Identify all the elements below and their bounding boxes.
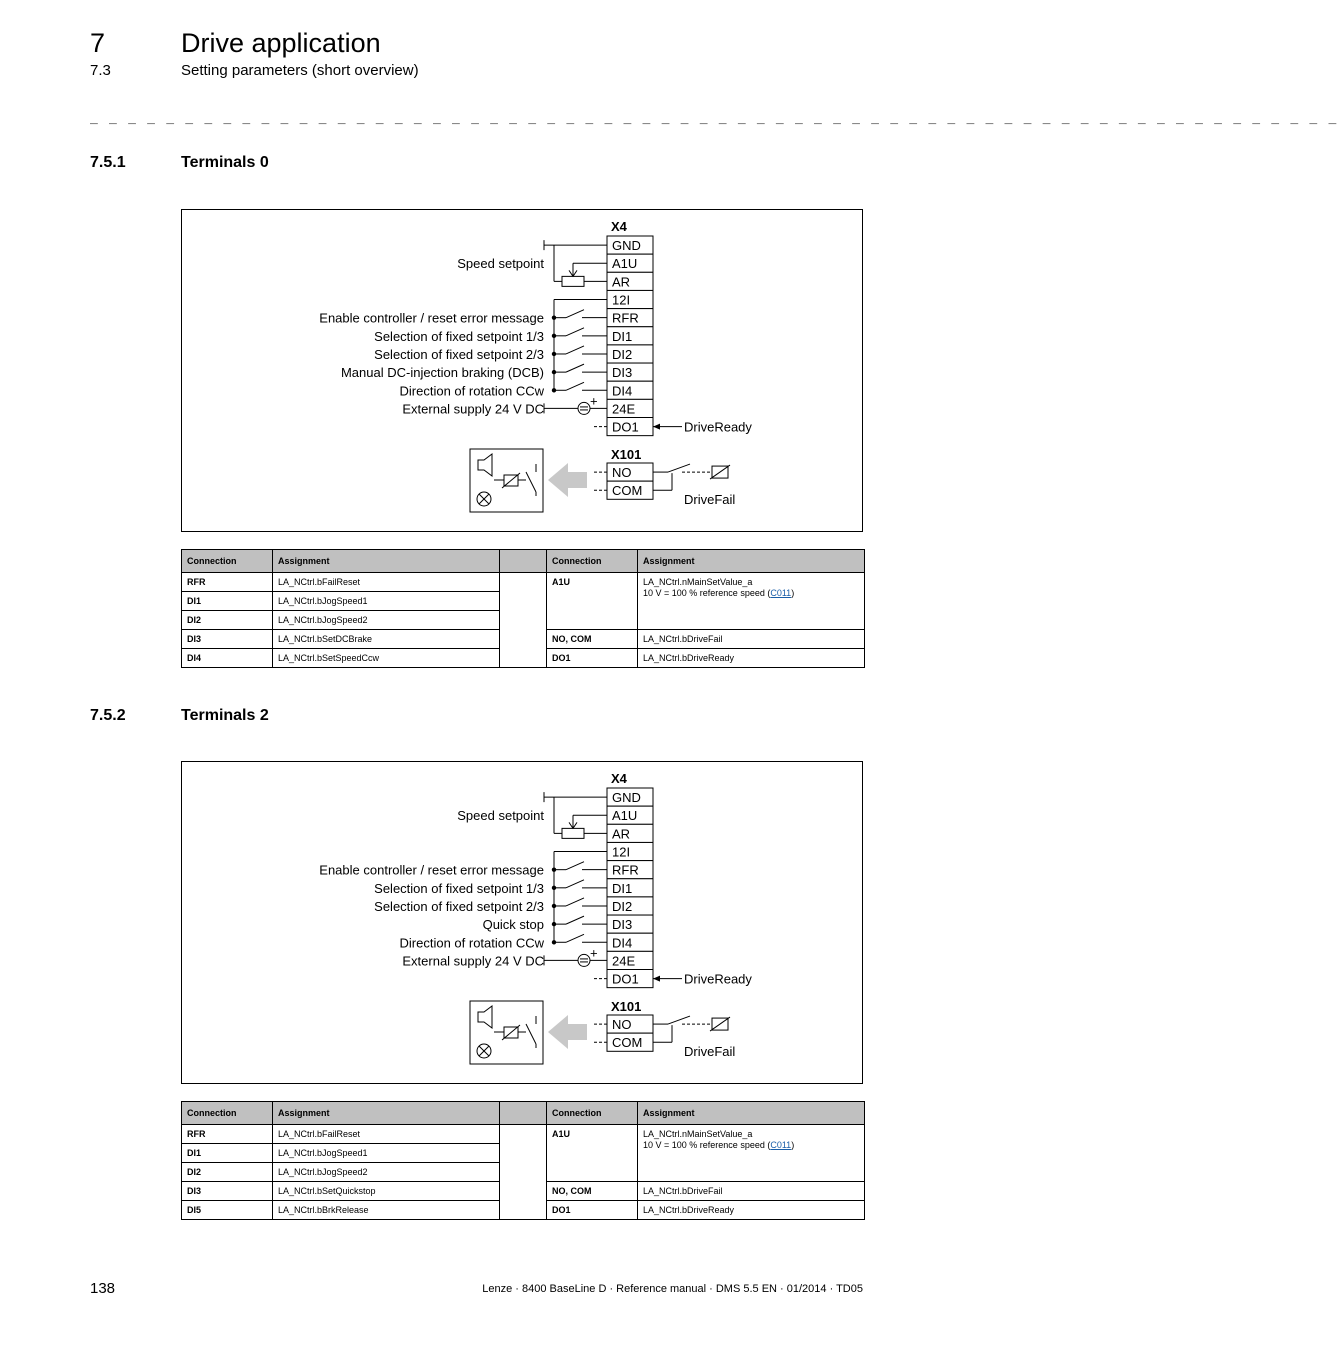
wire xyxy=(668,1016,690,1024)
column-header: Connection xyxy=(182,1102,273,1125)
terminal xyxy=(607,933,653,951)
terminal-label: AR xyxy=(612,826,631,842)
drive-fail-label: DriveFail xyxy=(684,492,736,508)
terminal-label: AR xyxy=(612,274,631,290)
column-header: Connection xyxy=(182,550,273,573)
page-number: 138 xyxy=(90,1280,116,1297)
terminal-label: RFR xyxy=(612,310,639,326)
table-row xyxy=(182,1125,865,1144)
terminal xyxy=(607,915,653,933)
terminal-label: DO1 xyxy=(612,971,639,987)
arrow-icon xyxy=(653,976,660,982)
note-text: 10 V = 100 % reference speed ( xyxy=(643,588,771,598)
wire xyxy=(566,862,584,870)
wire xyxy=(566,328,584,336)
signal-arrow-icon xyxy=(548,463,587,497)
connection-cell: RFR xyxy=(182,1125,273,1144)
footer-text: Lenze · 8400 BaseLine D · Reference manual · DMS 5.5 EN · 01/2014 · TD05 xyxy=(482,1283,863,1295)
terminal-label: DI1 xyxy=(612,328,633,344)
terminal-label: DI2 xyxy=(612,346,633,362)
input-label: Quick stop xyxy=(482,917,544,933)
subsection-number: 7.5.1 xyxy=(90,154,126,171)
input-label: Direction of rotation CCw xyxy=(399,935,544,951)
assignment-cell: LA_NCtrl.bBrkRelease xyxy=(273,1201,500,1220)
assignment-cell: LA_NCtrl.bDriveFail xyxy=(638,630,865,649)
terminal-label: A1U xyxy=(612,256,638,272)
spacer-cell xyxy=(500,573,547,668)
terminal-label: DI1 xyxy=(612,880,633,896)
drive-fail-label: DriveFail xyxy=(684,1044,736,1060)
terminal-label: DI3 xyxy=(612,917,633,933)
signal-arrow-icon xyxy=(548,1015,587,1049)
relay-terminal xyxy=(594,1033,653,1051)
terminal xyxy=(607,345,653,363)
switch-input xyxy=(374,346,607,362)
terminal-label: NO xyxy=(612,465,632,481)
input-label: Selection of fixed setpoint 2/3 xyxy=(374,898,544,914)
terminal xyxy=(607,272,653,290)
assignment-note xyxy=(643,588,859,599)
terminal xyxy=(607,363,653,381)
wire xyxy=(566,898,584,906)
parameter-link[interactable]: C011 xyxy=(770,588,792,598)
input-label: Enable controller / reset error message xyxy=(319,862,544,878)
terminal xyxy=(607,236,653,254)
section-number: 7.3 xyxy=(90,62,111,79)
terminal-diagram xyxy=(181,761,863,1084)
wire xyxy=(566,310,584,318)
terminal xyxy=(607,418,653,436)
plus-sign-icon: + xyxy=(590,945,598,961)
drive-ready-label: DriveReady xyxy=(684,971,752,987)
terminal-label: NO xyxy=(612,1017,632,1033)
connection-cell: DI2 xyxy=(182,611,273,630)
terminal-label: DI2 xyxy=(612,898,633,914)
column-header xyxy=(500,1102,547,1125)
terminal-diagram xyxy=(181,209,863,532)
speed-setpoint-label: Speed setpoint xyxy=(457,808,544,823)
drive-ready-label: DriveReady xyxy=(684,419,752,435)
switch-input xyxy=(319,862,607,878)
connection-cell: DI3 xyxy=(182,630,273,649)
switch-input xyxy=(319,310,607,326)
terminal-label: GND xyxy=(612,238,641,254)
input-label: Direction of rotation CCw xyxy=(399,383,544,399)
assignment-cell: LA_NCtrl.bSetDCBrake xyxy=(273,630,500,649)
wiring-svg xyxy=(182,762,862,1083)
connection-cell: NO, COM xyxy=(547,630,638,649)
terminal-label: A1U xyxy=(612,808,638,824)
terminal xyxy=(607,290,653,308)
assignment-cell: LA_NCtrl.bJogSpeed1 xyxy=(273,1144,500,1163)
terminal xyxy=(607,309,653,327)
terminal xyxy=(607,381,653,399)
note-text: ) xyxy=(791,588,795,598)
spacer-cell xyxy=(500,1125,547,1220)
terminal xyxy=(607,824,653,842)
wire xyxy=(566,382,584,390)
assignment-cell: LA_NCtrl.bFailReset xyxy=(273,573,500,592)
switch-input xyxy=(341,364,607,380)
connector-label: X4 xyxy=(611,771,627,786)
wire xyxy=(668,464,690,472)
switch-input xyxy=(374,880,607,896)
switch-input xyxy=(374,328,607,344)
column-header: Assignment xyxy=(638,1102,865,1125)
arrow-icon xyxy=(653,424,660,430)
assignment-cell: LA_NCtrl.bSetQuickstop xyxy=(273,1182,500,1201)
connector-label: X101 xyxy=(611,447,642,462)
terminal-label: RFR xyxy=(612,862,639,878)
input-label: Selection of fixed setpoint 2/3 xyxy=(374,346,544,362)
connection-cell: DI5 xyxy=(182,1201,273,1220)
assignment-cell: LA_NCtrl.bSetSpeedCcw xyxy=(273,649,500,668)
subsection-title: Terminals 0 xyxy=(181,154,269,171)
terminal xyxy=(607,327,653,345)
potentiometer-icon xyxy=(562,828,584,838)
column-header: Connection xyxy=(547,1102,638,1125)
wire xyxy=(566,916,584,924)
assignment-value: LA_NCtrl.nMainSetValue_a xyxy=(643,1129,753,1139)
assignment-table xyxy=(181,1101,865,1220)
assignment-cell: LA_NCtrl.bDriveReady xyxy=(638,649,865,668)
connection-cell: DO1 xyxy=(547,649,638,668)
terminal xyxy=(607,861,653,879)
terminal xyxy=(607,879,653,897)
supply-label: External supply 24 V DC xyxy=(402,401,544,417)
connection-cell: DI2 xyxy=(182,1163,273,1182)
wire xyxy=(566,880,584,888)
parameter-link[interactable]: C011 xyxy=(770,1140,792,1150)
connection-cell: A1U xyxy=(547,1125,638,1182)
assignment-table xyxy=(181,549,865,668)
terminal xyxy=(607,951,653,969)
switch-input xyxy=(374,898,607,914)
connection-cell: DI1 xyxy=(182,592,273,611)
note-text: 10 V = 100 % reference speed ( xyxy=(643,1140,771,1150)
terminal xyxy=(607,806,653,824)
switch-input xyxy=(400,934,608,950)
subsection-title: Terminals 2 xyxy=(181,707,269,724)
assignment-cell: LA_NCtrl.bJogSpeed1 xyxy=(273,592,500,611)
wiring-svg xyxy=(182,210,862,531)
header-divider: _ _ _ _ _ _ _ _ _ _ _ _ _ _ _ _ _ _ _ _ _ _ _ _ _ _ _ _ _ _ _ _ _ _ _ _ _ _ _ _ _ _ _ _ _ _ _ _ _ _ _ _ _ _ _ _ _ _ _ _ _ _ _ _ _ _ xyxy=(90,110,1338,125)
potentiometer-icon xyxy=(562,276,584,286)
input-label: Manual DC-injection braking (DCB) xyxy=(340,365,544,381)
connection-cell: A1U xyxy=(547,573,638,630)
speed-setpoint-label: Speed setpoint xyxy=(457,256,544,271)
assignment-cell xyxy=(638,573,865,630)
connection-cell: DI1 xyxy=(182,1144,273,1163)
terminal-label: COM xyxy=(612,483,643,499)
wire xyxy=(566,364,584,372)
switch-input xyxy=(400,382,608,398)
assignment-cell: LA_NCtrl.bFailReset xyxy=(273,1125,500,1144)
input-label: Selection of fixed setpoint 1/3 xyxy=(374,328,544,344)
terminal-label: 24E xyxy=(612,953,636,969)
plus-sign-icon: + xyxy=(590,393,598,409)
chapter-title: Drive application xyxy=(181,28,381,58)
column-header: Assignment xyxy=(273,550,500,573)
terminal-label: GND xyxy=(612,790,641,806)
relay-terminal xyxy=(594,1015,653,1033)
chapter-number: 7 xyxy=(90,28,106,58)
assignment-note xyxy=(643,1140,859,1151)
dc-source-icon xyxy=(578,402,590,414)
relay-terminal xyxy=(594,481,653,499)
assignment-value: LA_NCtrl.nMainSetValue_a xyxy=(643,577,753,587)
assignment-cell: LA_NCtrl.bJogSpeed2 xyxy=(273,611,500,630)
column-header xyxy=(500,550,547,573)
terminal xyxy=(607,254,653,272)
terminal xyxy=(607,842,653,860)
input-label: Selection of fixed setpoint 1/3 xyxy=(374,880,544,896)
connection-cell: NO, COM xyxy=(547,1182,638,1201)
assignment-cell: LA_NCtrl.bDriveReady xyxy=(638,1201,865,1220)
relay-box xyxy=(470,1001,543,1064)
terminal-label: DI4 xyxy=(612,935,633,951)
connector-label: X101 xyxy=(611,999,642,1014)
column-header: Assignment xyxy=(638,550,865,573)
connection-cell: RFR xyxy=(182,573,273,592)
terminal-label: 12I xyxy=(612,292,631,308)
assignment-cell xyxy=(638,1125,865,1182)
table-row xyxy=(182,573,865,592)
connection-cell: DI3 xyxy=(182,1182,273,1201)
supply-label: External supply 24 V DC xyxy=(402,953,544,969)
assignment-cell: LA_NCtrl.bDriveFail xyxy=(638,1182,865,1201)
terminal xyxy=(607,788,653,806)
connection-cell: DI4 xyxy=(182,649,273,668)
switch-input xyxy=(483,916,607,932)
terminal-label: 12I xyxy=(612,844,631,860)
section-title: Setting parameters (short overview) xyxy=(181,62,419,79)
terminal-label: DI3 xyxy=(612,365,633,381)
terminal-label: DO1 xyxy=(612,419,639,435)
terminal xyxy=(607,897,653,915)
wire xyxy=(566,934,584,942)
wire xyxy=(566,346,584,354)
connector-label: X4 xyxy=(611,219,627,234)
terminal-label: COM xyxy=(612,1035,643,1051)
column-header: Connection xyxy=(547,550,638,573)
terminal xyxy=(607,399,653,417)
dc-source-icon xyxy=(578,954,590,966)
assignment-cell: LA_NCtrl.bJogSpeed2 xyxy=(273,1163,500,1182)
terminal-label: 24E xyxy=(612,401,636,417)
terminal xyxy=(607,970,653,988)
column-header: Assignment xyxy=(273,1102,500,1125)
subsection-number: 7.5.2 xyxy=(90,707,126,724)
note-text: ) xyxy=(791,1140,795,1150)
relay-terminal xyxy=(594,463,653,481)
relay-box xyxy=(470,449,543,512)
connection-cell: DO1 xyxy=(547,1201,638,1220)
terminal-label: DI4 xyxy=(612,383,633,399)
input-label: Enable controller / reset error message xyxy=(319,310,544,326)
